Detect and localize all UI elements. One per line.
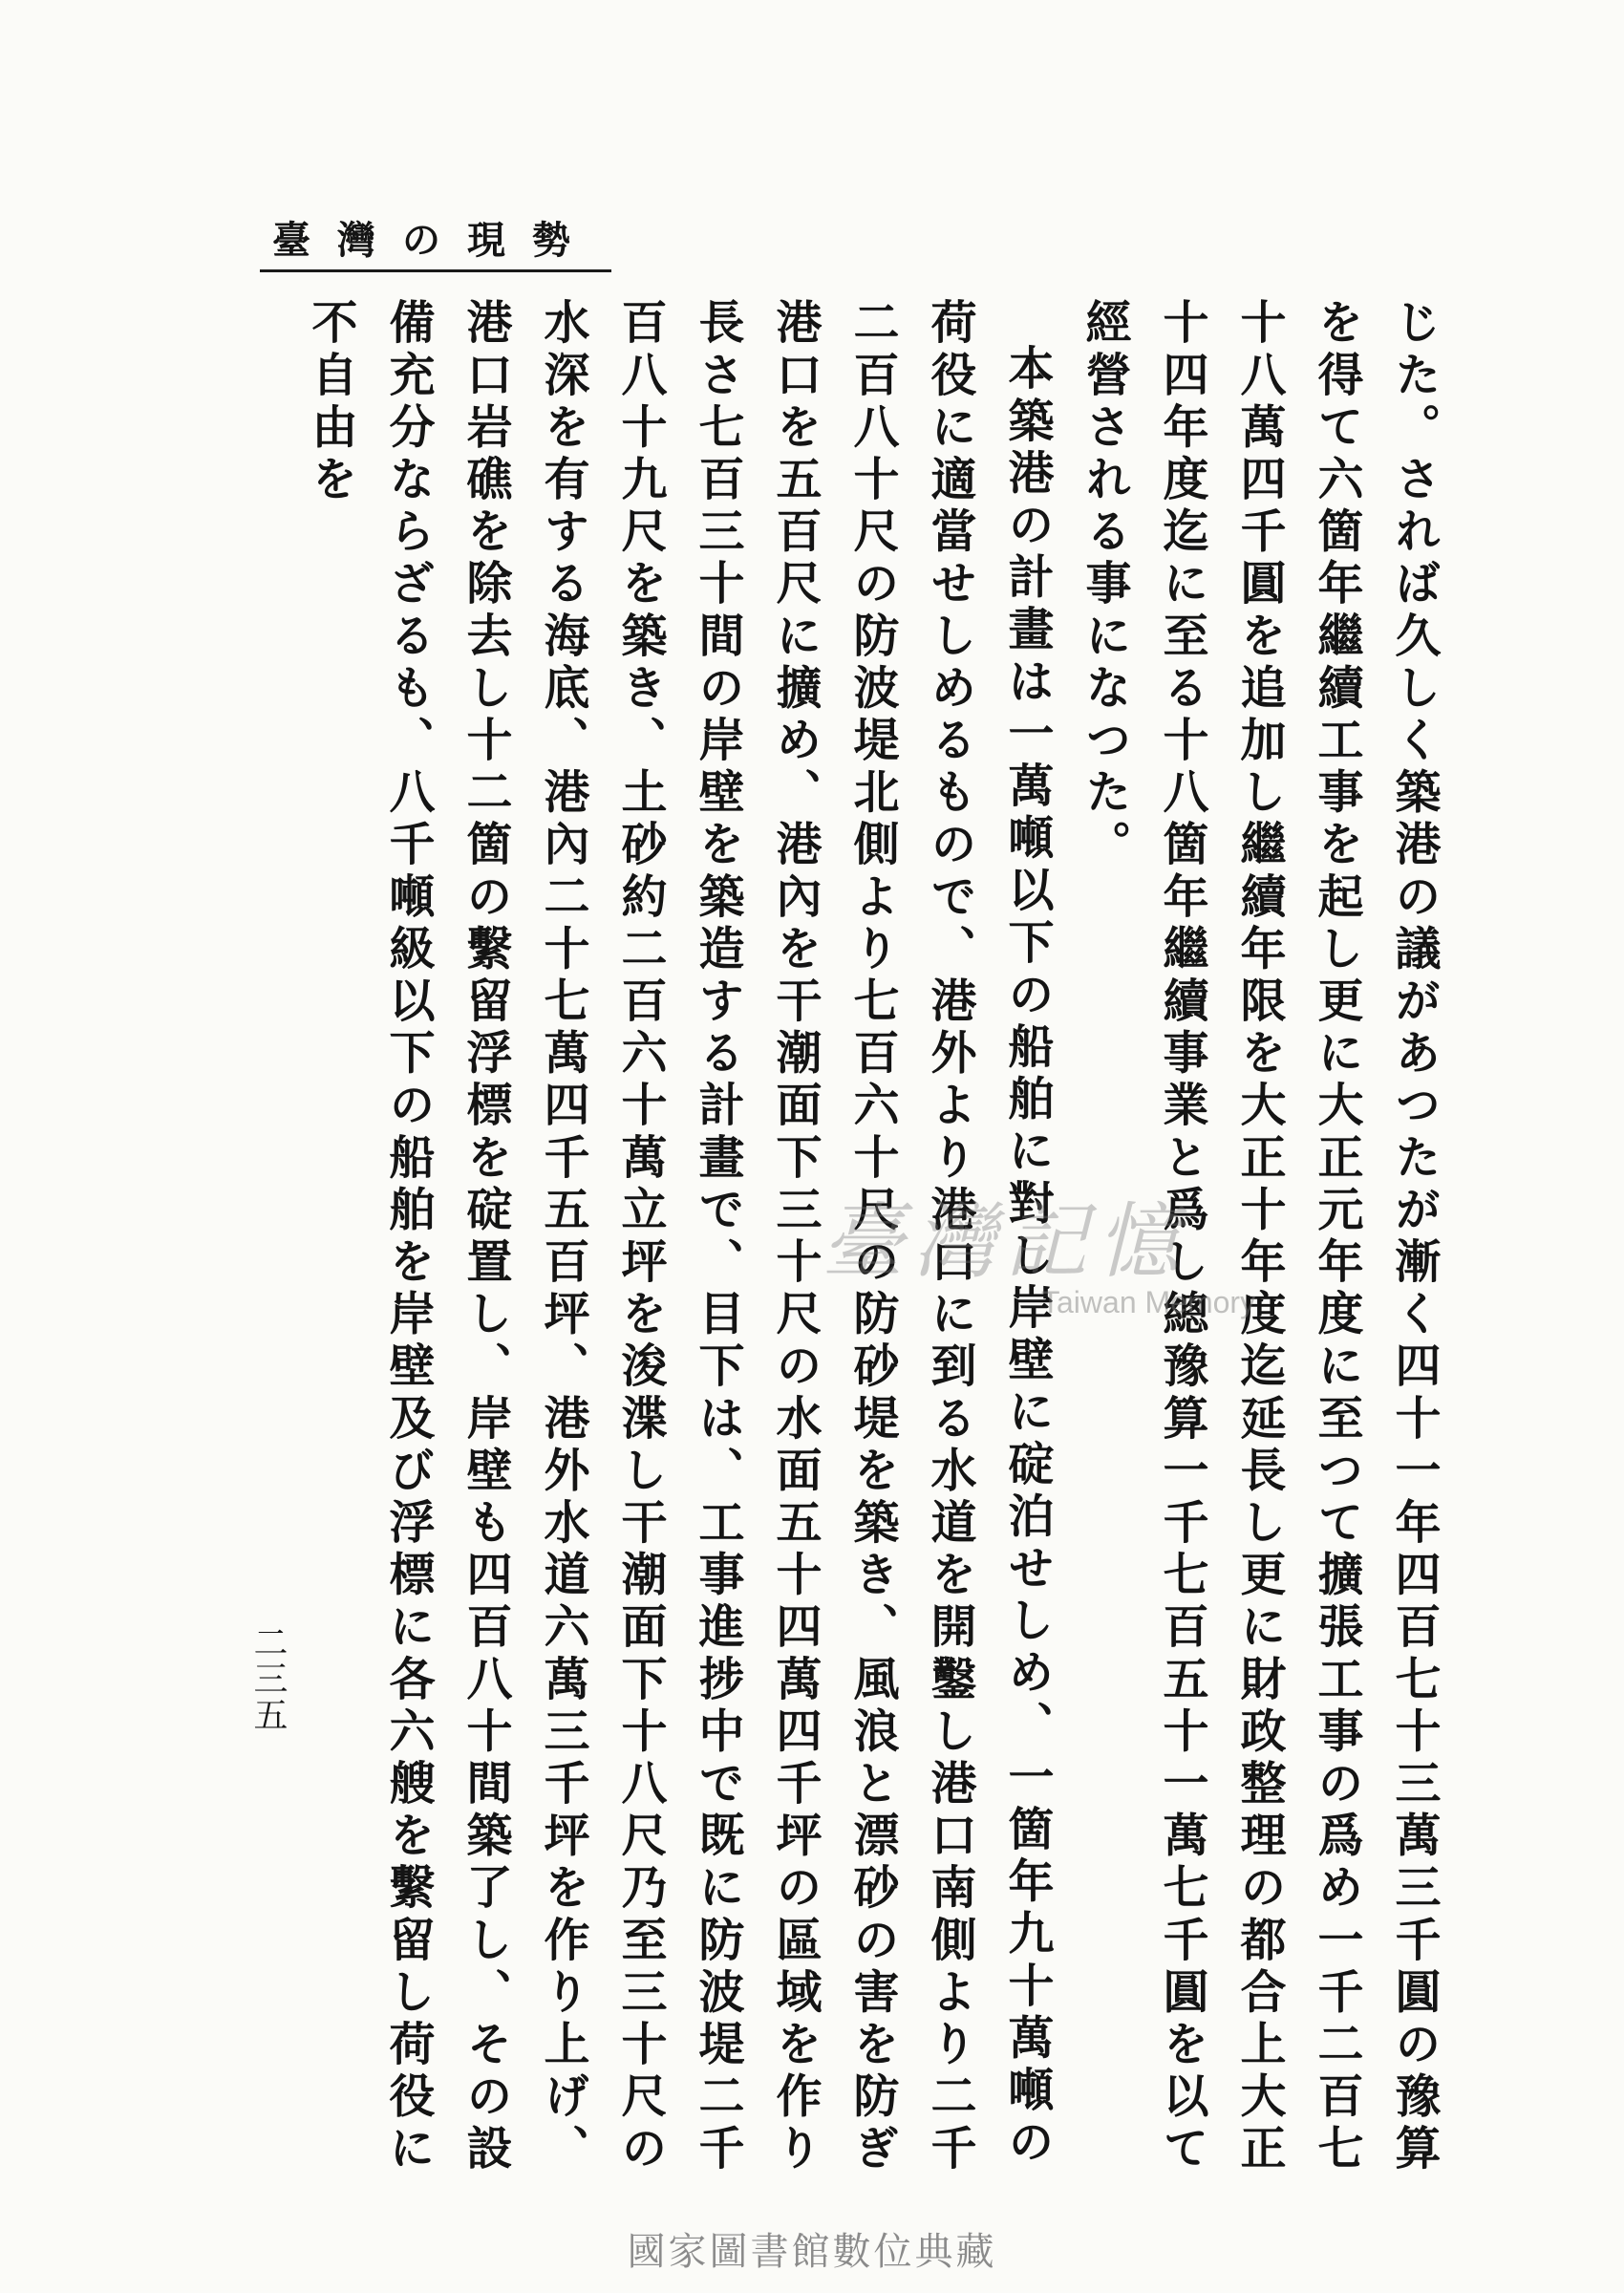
watermark-subtext: Taiwan Memory — [1041, 1285, 1256, 1319]
body-text — [296, 298, 1452, 2190]
paragraph-1: じた。されば久しく築港の議があつたが漸く四十一年四百七十三萬三千圓の豫算を得て六箇年繼續工事を起し更に大正元年度に至つて擴張工事の爲め一千二百七十八萬四千圓を追加し繼續年限を大正十年度迄延長し更に財政整理の都合上大正十四年度迄に至る十八箇年繼續事業と爲し總豫算一千七百五十一萬七千圓を以て經營される事になつた。 — [1078, 298, 1441, 2176]
paragraph-2: 本築港の計畫は一萬噸以下の船舶に對し岸壁に碇泊せしめ、一箇年九十萬噸の荷役に適當せしめるもので、港外より港口に到る水道を開鑿し港口南側より二千二百八十尺の防波堤北側より七百六十尺の防砂堤を築き、風浪と漂砂の害を防ぎ港口を五百尺に擴め、港內を干潮面下三十尺の水面五十四萬四千坪の區域を作り長さ七百三十間の岸壁を築造する計畫で、目下は、工事進捗中で既に防波堤二千百八十九尺を築き、土砂約二百六十萬立坪を浚渫し干潮面下十八尺乃至三十尺の水深を有する海底、港內二十七萬四千五百坪、港外水道六萬三千坪を作り上げ、港口岩礁を除去し十二箇の繫留浮標を碇置し、岸壁も四百八十間築了し、その設備充分ならざるも、八千噸級以下の船舶を岸壁及び浮標に各六艘を繫留し荷役に不自由を — [304, 298, 1054, 2176]
footer-credit: 國家圖書館數位典藏 — [627, 2230, 997, 2274]
watermark-logo: 臺灣記憶 — [822, 1194, 1188, 1290]
page-number: 二三五 — [248, 1624, 288, 1733]
page-title: 臺灣の現勢 — [272, 218, 597, 263]
header-rule — [260, 269, 611, 272]
